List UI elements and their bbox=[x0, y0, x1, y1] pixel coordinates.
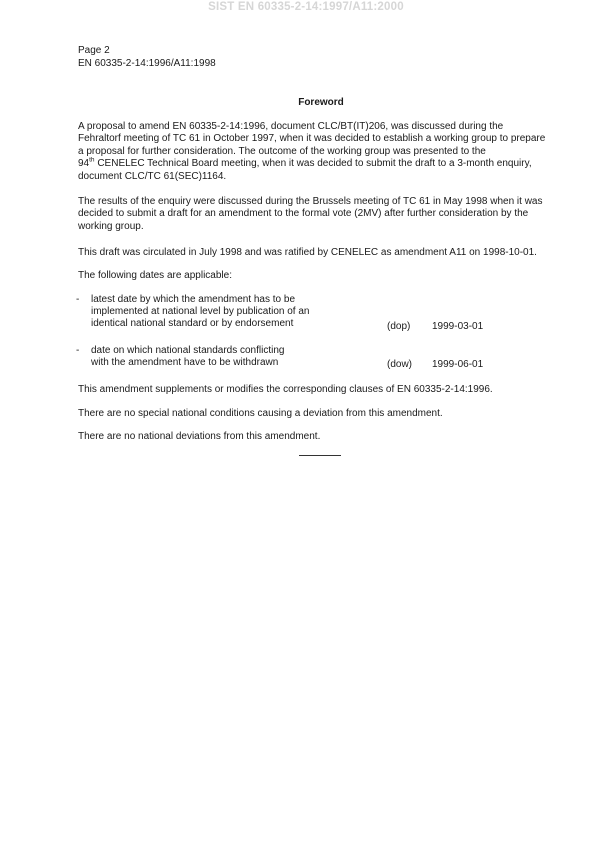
paragraph-special-conditions: There are no special national conditions causing a deviation from this amendment. bbox=[78, 408, 443, 419]
description-line: latest date by which the amendment has to be bbox=[91, 294, 296, 305]
paragraph-line: decided to submit a draft for an amendment to the formal vote (2MV) after further consideration by the bbox=[78, 208, 529, 220]
page-title: Foreword bbox=[298, 97, 344, 108]
paragraph-dates-intro: The following dates are applicable: bbox=[78, 270, 232, 281]
paragraph-line bbox=[78, 158, 560, 170]
paragraph-supplements: This amendment supplements or modifies the corresponding clauses of EN 60335-2-14:1996. bbox=[78, 384, 493, 395]
list-dash: - bbox=[76, 345, 80, 356]
ordinal-number: 94 bbox=[78, 158, 90, 170]
paragraph-line: document CLC/TC 61(SEC)1164. bbox=[78, 170, 227, 182]
page-header bbox=[78, 44, 216, 70]
paragraph-national-deviations: There are no national deviations from this amendment. bbox=[78, 431, 321, 442]
list-dash: - bbox=[76, 294, 80, 305]
description-line: implemented at national level by publication of an bbox=[91, 306, 310, 317]
date-code-dow: (dow) bbox=[387, 359, 413, 370]
paragraph-line: Fehraltorf meeting of TC 61 in October 1997, when it was decided to establish a working group to prepare bbox=[78, 133, 546, 145]
page-number: Page 2 bbox=[78, 45, 110, 56]
document-reference: EN 60335-2-14:1996/A11:1998 bbox=[78, 58, 216, 69]
paragraph-line-text: CENELEC Technical Board meeting, when it was decided to submit the draft to a 3-month enquiry, bbox=[94, 158, 532, 170]
date-value-dop: 1999-03-01 bbox=[432, 321, 484, 332]
paragraph-enquiry-results bbox=[78, 196, 560, 233]
paragraph-proposal bbox=[78, 121, 560, 183]
date-code-dop: (dop) bbox=[387, 321, 411, 332]
paragraph-line: The results of the enquiry were discussed during the Brussels meeting of TC 61 in May 1998 when it was bbox=[78, 196, 543, 207]
date-value-dow: 1999-06-01 bbox=[432, 359, 484, 370]
description-line: identical national standard or by endorsement bbox=[91, 318, 294, 329]
paragraph-line: A proposal to amend EN 60335-2-14:1996, document CLC/BT(IT)206, was discussed during the bbox=[78, 121, 504, 132]
description-line: date on which national standards conflicting bbox=[91, 345, 285, 356]
description-line: with the amendment have to be withdrawn bbox=[91, 357, 279, 368]
paragraph-circulation: This draft was circulated in July 1998 and was ratified by CENELEC as amendment A11 on 1998-10-01. bbox=[78, 247, 537, 258]
end-divider bbox=[299, 455, 341, 456]
date-item-description bbox=[91, 345, 351, 369]
paragraph-line: a proposal for further consideration. The outcome of the working group was presented to the bbox=[78, 145, 486, 157]
date-item-description bbox=[91, 294, 351, 330]
paragraph-line: working group. bbox=[78, 220, 144, 232]
watermark: SIST EN 60335-2-14:1997/A11:2000 bbox=[208, 1, 404, 13]
ordinal-suffix: th bbox=[89, 156, 95, 164]
